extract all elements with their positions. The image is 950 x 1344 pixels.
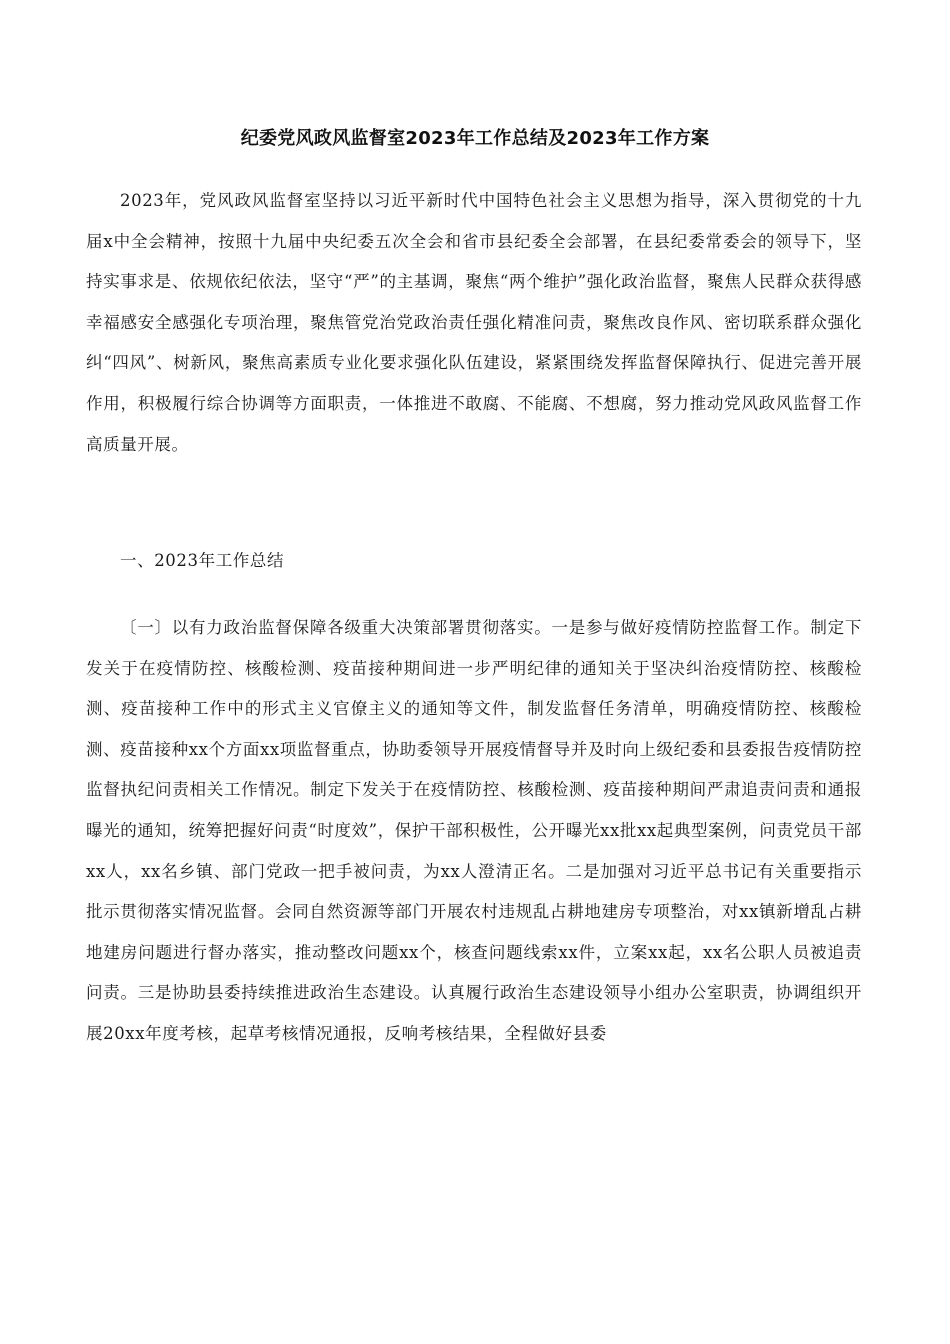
intro-paragraph: 2023年，党风政风监督室坚持以习近平新时代中国特色社会主义思想为指导，深入贯彻党的十九届x中全会精神，按照十九届中央纪委五次全会和省市县纪委全会部署，在县纪委常委会的领导下，坚持实事求是、依规依纪依法，坚守“严”的主基调，聚焦“两个维护”强化政治监督，聚焦人民群众获得感幸福感安全感强化专项治理，聚焦管党治党政治责任强化精准问责，聚焦改良作风、密切联系群众强化纠“四风”、树新风，聚焦高素质专业化要求强化队伍建设，紧紧围绕发挥监督保障执行、促进完善开展作用，积极履行综合协调等方面职责，一体推进不敢腐、不能腐、不想腐，努力推动党风政风监督工作高质量开展。 [86,191,862,454]
document-title: 纪委党风政风监督室2023年工作总结及2023年工作方案 [240,128,710,149]
intro-paragraph-block [86,181,862,465]
section-heading: 一、2023年工作总结 [120,551,285,570]
section-paragraph: 〔一〕以有力政治监督保障各级重大决策部署贯彻落实。一是参与做好疫情防控监督工作。制定下发关于在疫情防控、核酸检测、疫苗接种期间进一步严明纪律的通知关于坚决纠治疫情防控、核酸检测、疫苗接种工作中的形式主义官僚主义的通知等文件，制发监督任务清单，明确疫情防控、核酸检测、疫苗接种xx个方面xx项监督重点，协助委领导开展疫情督导并及时向上级纪委和县委报告疫情防控监督执纪问责相关工作情况。制定下发关于在疫情防控、核酸检测、疫苗接种期间严肃追责问责和通报曝光的通知，统筹把握好问责“时度效”，保护干部积极性，公开曝光xx批xx起典型案例，问责党员干部xx人，xx名乡镇、部门党政一把手被问责，为xx人澄清正名。二是加强对习近平总书记有关重要指示批示贯彻落实情况监督。会同自然资源等部门开展农村违规乱占耕地建房专项整治，对xx镇新增乱占耕地建房问题进行督办落实，推动整改问题xx个，核查问题线索xx件，立案xx起，xx名公职人员被追责问责。三是协助县委持续推进政治生态建设。认真履行政治生态建设领导小组办公室职责，协调组织开展20xx年度考核，起草考核情况通报，反响考核结果，全程做好县委 [86,618,862,1043]
section-paragraph-block [86,608,862,1055]
section-heading-block [86,541,862,582]
